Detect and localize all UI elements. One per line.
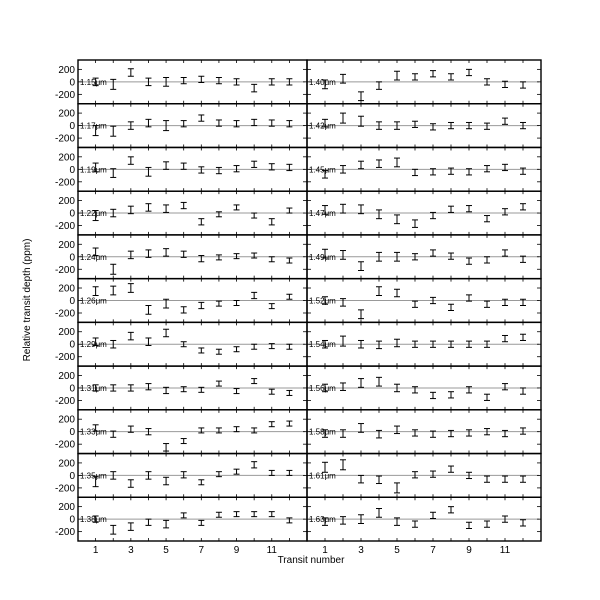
error-bar <box>286 344 292 349</box>
x-tick-label: 7 <box>430 545 436 556</box>
x-tick-label: 5 <box>163 545 169 556</box>
error-bar <box>269 219 275 225</box>
error-bar <box>128 332 134 339</box>
error-bar <box>216 255 222 260</box>
error-bar <box>286 258 292 263</box>
error-bar <box>181 77 187 83</box>
y-tick-label: 200 <box>58 64 75 76</box>
error-bar <box>394 289 400 296</box>
error-bar <box>484 301 490 307</box>
error-bar <box>412 220 418 227</box>
x-tick-label: 9 <box>466 545 472 556</box>
error-bar <box>251 292 257 298</box>
panel <box>55 235 307 279</box>
y-tick-label: -200 <box>54 352 75 364</box>
wavelength-label: 1.26μm <box>80 296 107 306</box>
error-bar <box>251 344 257 349</box>
error-bar <box>358 92 364 101</box>
error-bar <box>286 421 292 426</box>
error-bar <box>93 287 99 296</box>
error-bar <box>340 430 346 437</box>
error-bar <box>145 305 151 314</box>
panel <box>307 322 541 366</box>
y-tick-label: 0 <box>69 208 75 220</box>
x-tick-label: 7 <box>198 545 205 556</box>
error-bar <box>358 161 364 168</box>
error-bar <box>145 384 151 390</box>
error-bar <box>110 169 116 178</box>
error-bar <box>502 250 508 256</box>
wavelength-label: 1.40μm <box>309 77 336 87</box>
wavelength-label: 1.22μm <box>80 209 107 219</box>
panel <box>307 104 541 148</box>
error-bar <box>358 310 364 319</box>
panel <box>307 454 541 498</box>
error-bar <box>448 507 454 513</box>
error-bar <box>234 347 240 352</box>
error-bar <box>430 512 436 518</box>
y-tick-label: 0 <box>69 427 75 439</box>
y-tick-label: -200 <box>54 439 75 451</box>
error-bar <box>448 74 454 80</box>
error-bar <box>286 208 292 213</box>
y-tick-label: 200 <box>58 327 75 339</box>
error-bar <box>520 428 526 434</box>
error-bar <box>376 341 382 348</box>
error-bar <box>340 251 346 260</box>
error-bar <box>394 215 400 224</box>
x-tick-label: 3 <box>128 545 134 556</box>
error-bar <box>502 384 508 390</box>
error-bar <box>251 462 257 468</box>
panel <box>307 235 541 279</box>
x-tick-label: 11 <box>266 545 277 556</box>
error-bar <box>234 469 240 474</box>
error-bar <box>216 167 222 173</box>
x-tick-label: 5 <box>394 545 400 556</box>
error-bar <box>198 302 204 308</box>
error-bar <box>448 304 454 310</box>
error-bar <box>234 512 240 517</box>
error-bar <box>216 301 222 306</box>
y-tick-label: -200 <box>54 308 75 320</box>
wavelength-label: 1.47μm <box>309 209 336 219</box>
error-bar <box>251 213 257 218</box>
error-bar <box>430 392 436 398</box>
error-bar <box>520 520 526 526</box>
panel <box>55 410 307 454</box>
error-bar <box>466 206 472 212</box>
panel <box>307 147 541 191</box>
x-tick-label: 3 <box>358 545 364 556</box>
wavelength-label: 1.56μm <box>309 383 336 393</box>
wavelength-label: 1.52μm <box>309 296 336 306</box>
error-bar <box>163 477 169 484</box>
wavelength-label: 1.29μm <box>80 340 107 350</box>
y-tick-label: 200 <box>58 196 75 208</box>
error-bar <box>340 383 346 390</box>
error-bar <box>340 204 346 213</box>
error-bar <box>181 513 187 518</box>
panel <box>55 322 307 366</box>
y-tick-label: 0 <box>69 164 75 176</box>
panel <box>55 191 307 235</box>
error-bar <box>412 169 418 175</box>
error-bar <box>216 381 222 386</box>
error-bar <box>502 476 508 482</box>
wavelength-label: 1.54μm <box>309 340 336 350</box>
error-bar <box>340 460 346 470</box>
wavelength-label: 1.15μm <box>80 77 107 87</box>
y-tick-label: 0 <box>69 252 75 264</box>
y-tick-label: -200 <box>54 177 75 189</box>
error-bar <box>484 216 490 222</box>
error-bar <box>216 77 222 83</box>
wavelength-label: 1.19μm <box>80 165 107 175</box>
wavelength-label: 1.49μm <box>309 252 336 262</box>
error-bar <box>484 394 490 400</box>
wavelength-label: 1.42μm <box>309 121 336 131</box>
y-tick-label: 0 <box>69 77 75 89</box>
error-bar <box>412 472 418 478</box>
error-bar <box>502 118 508 124</box>
panel <box>307 191 541 235</box>
error-bar <box>520 476 526 482</box>
panel <box>55 279 307 323</box>
error-bar <box>181 439 187 444</box>
error-bar <box>340 299 346 306</box>
x-tick-label: 1 <box>92 545 99 556</box>
panel <box>55 366 307 410</box>
error-bar <box>484 166 490 172</box>
wavelength-label: 1.33μm <box>80 427 107 437</box>
y-tick-label: -200 <box>54 133 75 145</box>
y-tick-label: 200 <box>58 458 75 470</box>
error-bar <box>430 71 436 77</box>
error-bar <box>269 512 275 517</box>
error-bar <box>110 286 116 295</box>
wavelength-label: 1.38μm <box>80 515 107 525</box>
x-tick-label: 1 <box>322 545 328 556</box>
wavelength-label: 1.35μm <box>80 471 107 481</box>
x-axis-title: Transit number <box>277 555 345 566</box>
error-bar <box>286 294 292 299</box>
error-bar <box>269 470 275 475</box>
error-bar <box>466 522 472 528</box>
y-tick-label: -200 <box>54 264 75 276</box>
error-bar <box>216 349 222 354</box>
error-bar <box>234 301 240 306</box>
panels-layer <box>55 60 541 556</box>
wavelength-label: 1.61μm <box>309 471 336 481</box>
error-bar <box>216 512 222 517</box>
wavelength-label: 1.31μm <box>80 383 107 393</box>
error-bar <box>234 205 240 210</box>
y-tick-label: 0 <box>69 339 75 351</box>
panel <box>55 104 307 148</box>
error-bar <box>234 166 240 172</box>
error-bar <box>376 509 382 518</box>
error-bar <box>502 209 508 215</box>
error-bar <box>145 204 151 211</box>
error-bar <box>412 301 418 307</box>
y-tick-label: 200 <box>58 152 75 164</box>
error-bar <box>269 422 275 427</box>
error-bar <box>394 158 400 167</box>
error-bar <box>394 71 400 80</box>
error-bar <box>110 79 116 89</box>
error-bar <box>269 304 275 309</box>
panel <box>307 60 541 104</box>
error-bar <box>163 444 169 451</box>
error-bar <box>198 115 204 121</box>
error-bar <box>358 262 364 271</box>
error-bar <box>163 249 169 256</box>
wavelength-label: 1.58μm <box>309 427 336 437</box>
y-tick-label: 200 <box>58 283 75 295</box>
error-bar <box>110 264 116 274</box>
error-bar <box>484 123 490 129</box>
error-bar <box>358 475 364 482</box>
error-bar <box>128 69 134 76</box>
x-tick-label: 9 <box>233 545 240 556</box>
y-tick-label: 0 <box>69 383 75 395</box>
error-bar <box>358 116 364 126</box>
y-tick-label: 0 <box>69 514 75 526</box>
error-bar <box>128 251 134 258</box>
error-bar <box>448 392 454 398</box>
error-bar <box>251 84 257 91</box>
error-bar <box>163 520 169 527</box>
error-bar <box>128 480 134 487</box>
error-bar <box>394 483 400 493</box>
error-bar <box>340 113 346 123</box>
error-bar <box>128 284 134 293</box>
error-bar <box>358 205 364 214</box>
error-bar <box>145 167 151 176</box>
error-bar <box>520 388 526 394</box>
y-tick-label: -200 <box>54 89 75 101</box>
error-bar <box>198 520 204 525</box>
error-bar <box>198 348 204 353</box>
error-bar <box>502 335 508 341</box>
error-bar <box>251 512 257 517</box>
error-bar <box>181 163 187 169</box>
panel <box>55 497 307 556</box>
error-bar <box>181 472 187 478</box>
error-bar <box>286 470 292 475</box>
panel <box>55 60 307 104</box>
error-bar <box>286 390 292 395</box>
error-bar <box>234 427 240 432</box>
error-bar <box>128 157 134 164</box>
error-bar <box>484 521 490 527</box>
error-bar <box>448 206 454 212</box>
error-bar <box>394 426 400 433</box>
error-bar <box>163 329 169 336</box>
error-bar <box>358 379 364 388</box>
error-bar <box>484 476 490 482</box>
error-bar <box>466 430 472 436</box>
error-bar <box>163 205 169 212</box>
error-bar <box>394 339 400 346</box>
error-bar <box>448 253 454 259</box>
error-bar <box>145 519 151 525</box>
y-tick-label: 0 <box>69 296 75 307</box>
error-bar <box>376 82 382 89</box>
error-bar <box>376 476 382 483</box>
error-bar <box>198 167 204 173</box>
y-tick-label: 200 <box>58 414 75 426</box>
error-bar <box>412 121 418 127</box>
panel <box>307 279 541 323</box>
panel <box>55 147 307 191</box>
y-tick-label: -200 <box>54 221 75 233</box>
panel <box>307 366 541 410</box>
wavelength-label: 1.24μm <box>80 252 107 262</box>
error-bar <box>520 204 526 210</box>
error-bar <box>234 389 240 394</box>
y-tick-label: 0 <box>69 470 75 482</box>
y-tick-label: 200 <box>58 502 75 514</box>
error-bar <box>358 424 364 433</box>
y-tick-label: 200 <box>58 370 75 382</box>
y-tick-label: -200 <box>54 483 75 495</box>
error-bar <box>430 250 436 256</box>
error-bar <box>484 257 490 263</box>
error-bar <box>376 160 382 167</box>
error-bar <box>110 126 116 136</box>
error-bar <box>110 525 116 534</box>
error-bar <box>376 377 382 386</box>
error-bar <box>448 466 454 472</box>
error-bar <box>412 521 418 527</box>
error-bar <box>269 257 275 262</box>
error-bar <box>251 161 257 167</box>
y-tick-label: -200 <box>54 395 75 407</box>
error-bar <box>128 523 134 530</box>
error-bar <box>520 82 526 88</box>
wavelength-label: 1.45μm <box>309 165 336 175</box>
wavelength-label: 1.17μm <box>80 121 107 131</box>
error-bar <box>340 517 346 524</box>
panel <box>307 410 541 454</box>
error-bar <box>198 219 204 225</box>
y-tick-label: -200 <box>54 527 75 539</box>
error-bar <box>376 287 382 296</box>
error-bar <box>376 210 382 219</box>
y-tick-label: 0 <box>69 121 75 133</box>
error-bar <box>198 480 204 485</box>
y-tick-label: 200 <box>58 239 75 251</box>
error-bar <box>181 202 187 208</box>
error-bar <box>181 307 187 313</box>
error-bar <box>163 162 169 169</box>
x-tick-label: 11 <box>499 545 511 556</box>
y-axis-title: Relative transit depth (ppm) <box>22 238 33 362</box>
error-bar <box>412 74 418 80</box>
error-bar <box>430 471 436 477</box>
error-bar <box>269 389 275 394</box>
y-tick-label: 200 <box>58 108 75 120</box>
error-bar <box>234 254 240 259</box>
error-bar <box>520 334 526 340</box>
panel <box>55 454 307 498</box>
error-bar <box>251 379 257 384</box>
error-bar <box>412 430 418 436</box>
error-bar <box>251 119 257 125</box>
error-bar <box>466 258 472 264</box>
error-bar <box>430 124 436 130</box>
error-bar <box>466 69 472 75</box>
panel <box>307 497 541 556</box>
wavelength-label: 1.63μm <box>309 515 336 525</box>
